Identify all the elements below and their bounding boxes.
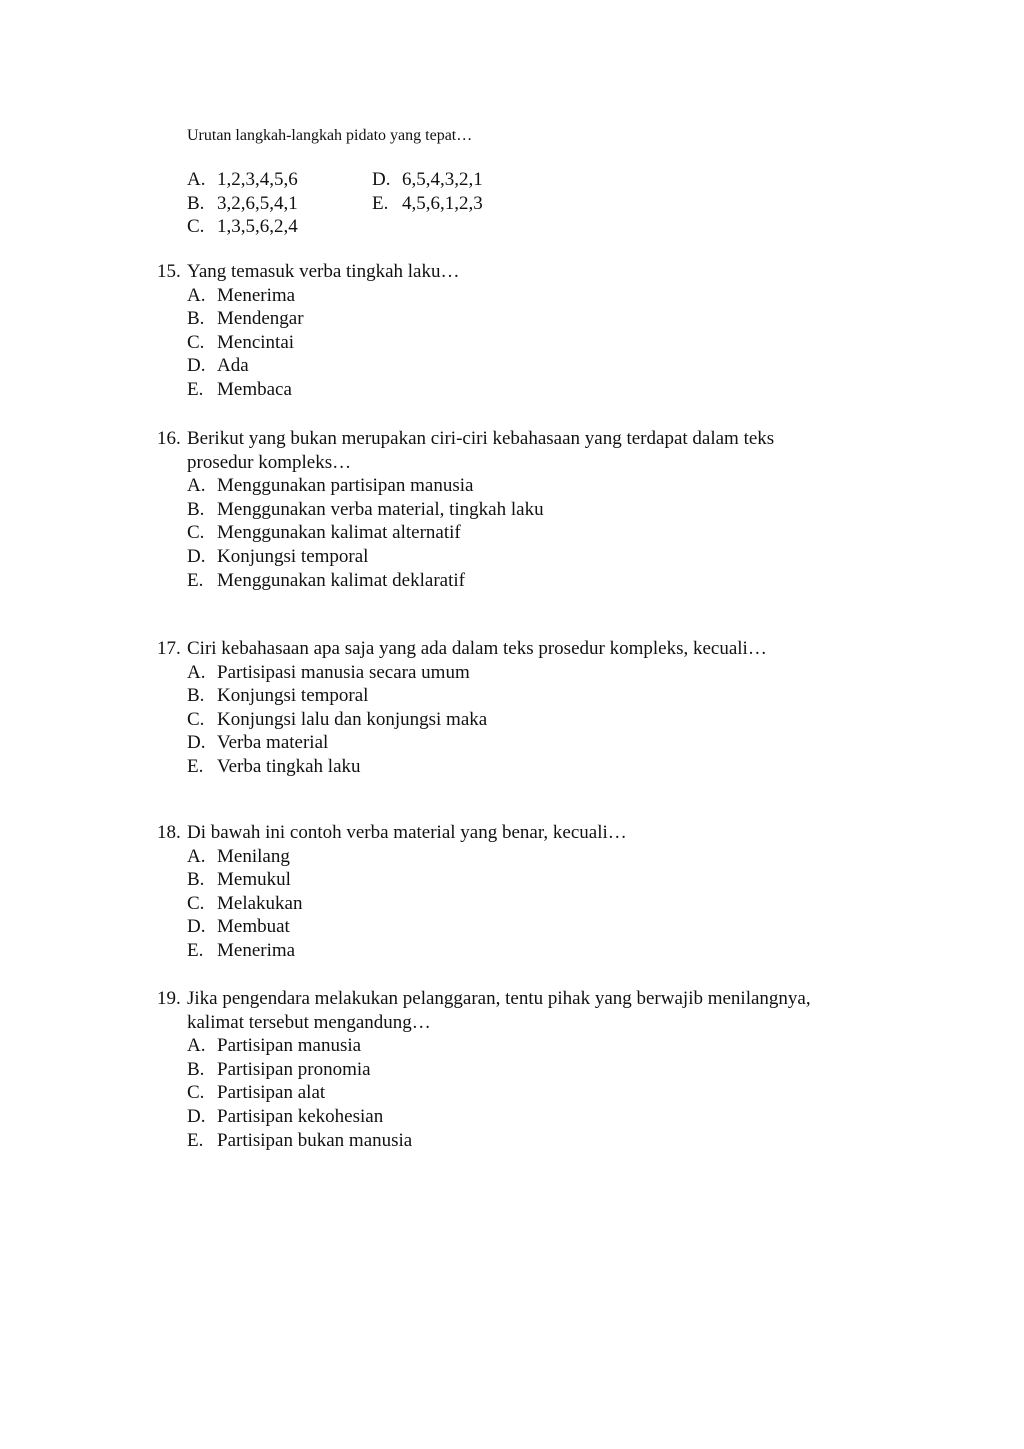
choice-letter: A. bbox=[187, 845, 206, 867]
choice-e bbox=[157, 1129, 877, 1153]
question-14-stem: Urutan langkah-langkah pidato yang tepat… bbox=[187, 127, 473, 144]
choice-letter: B. bbox=[187, 869, 205, 891]
option-d bbox=[372, 168, 557, 192]
choice-letter: A. bbox=[187, 475, 206, 497]
choice-d bbox=[157, 731, 877, 755]
question-16 bbox=[157, 427, 877, 592]
choice-letter: B. bbox=[187, 308, 205, 330]
question-number: 17. bbox=[157, 638, 181, 659]
option-text: 1,2,3,4,5,6 bbox=[217, 169, 298, 190]
choice-text: Ada bbox=[217, 355, 249, 377]
choice-text: Partisipan pronomia bbox=[217, 1058, 371, 1080]
option-letter: D. bbox=[372, 169, 391, 190]
question-stem bbox=[157, 821, 877, 845]
choice-letter: E. bbox=[187, 569, 204, 591]
choice-letter: D. bbox=[187, 1105, 206, 1127]
choice-a bbox=[157, 474, 877, 498]
choice-a bbox=[157, 1034, 877, 1058]
question-14-options bbox=[187, 168, 557, 239]
choice-e bbox=[157, 569, 877, 593]
choice-b bbox=[157, 684, 877, 708]
choice-text: Menilang bbox=[217, 845, 290, 867]
option-e bbox=[372, 192, 557, 216]
choice-text: Partisipan kekohesian bbox=[217, 1105, 384, 1127]
question-stem bbox=[157, 427, 877, 451]
choice-c bbox=[157, 1081, 877, 1105]
question-number: 18. bbox=[157, 822, 181, 843]
choice-c bbox=[157, 708, 877, 732]
choice-letter: D. bbox=[187, 355, 206, 377]
choice-letter: D. bbox=[187, 732, 206, 754]
choice-e bbox=[157, 939, 877, 963]
choice-letter: E. bbox=[187, 1129, 204, 1151]
choice-c bbox=[157, 331, 877, 355]
option-row bbox=[187, 168, 557, 192]
question-text-continued: prosedur kompleks… bbox=[187, 451, 352, 473]
option-letter: E. bbox=[372, 192, 389, 214]
question-number: 15. bbox=[157, 261, 181, 282]
choice-text: Mencintai bbox=[217, 331, 295, 353]
choice-e bbox=[157, 378, 877, 402]
choice-b bbox=[157, 307, 877, 331]
option-c bbox=[187, 215, 372, 239]
choice-a bbox=[157, 284, 877, 308]
choice-text: Melakukan bbox=[217, 892, 303, 914]
choice-text: Konjungsi lalu dan konjungsi maka bbox=[217, 708, 488, 730]
choice-letter: A. bbox=[187, 661, 206, 683]
question-text: Berikut yang bukan merupakan ciri-ciri kebahasaan yang terdapat dalam teks bbox=[187, 428, 775, 449]
choice-text: Mendengar bbox=[217, 308, 304, 330]
question-17 bbox=[157, 637, 877, 779]
choice-letter: C. bbox=[187, 892, 205, 914]
question-15 bbox=[157, 260, 877, 402]
choice-b bbox=[157, 1058, 877, 1082]
option-text: 6,5,4,3,2,1 bbox=[402, 169, 483, 190]
choice-a bbox=[157, 845, 877, 869]
choice-d bbox=[157, 354, 877, 378]
question-text: Yang temasuk verba tingkah laku… bbox=[187, 261, 460, 282]
choice-b bbox=[157, 498, 877, 522]
choice-letter: B. bbox=[187, 1058, 205, 1080]
choice-text: Menerima bbox=[217, 284, 296, 306]
choice-text: Memukul bbox=[217, 869, 291, 891]
choice-text: Partisipan manusia bbox=[217, 1035, 362, 1057]
question-number: 16. bbox=[157, 428, 181, 449]
choice-text: Verba tingkah laku bbox=[217, 755, 361, 777]
choice-letter: D. bbox=[187, 545, 206, 567]
question-stem bbox=[157, 987, 877, 1011]
option-b bbox=[187, 192, 372, 216]
choice-d bbox=[157, 1105, 877, 1129]
question-stem bbox=[157, 260, 877, 284]
choice-text: Menggunakan partisipan manusia bbox=[217, 475, 474, 497]
option-letter: C. bbox=[187, 216, 205, 238]
choice-letter: B. bbox=[187, 498, 205, 520]
choice-letter: A. bbox=[187, 1035, 206, 1057]
choice-text: Membuat bbox=[217, 916, 290, 938]
option-a bbox=[187, 168, 372, 192]
choice-text: Konjungsi temporal bbox=[217, 545, 369, 567]
question-text-continued: kalimat tersebut mengandung… bbox=[187, 1011, 431, 1033]
option-row bbox=[187, 192, 557, 216]
question-text: Ciri kebahasaan apa saja yang ada dalam teks prosedur kompleks, kecuali… bbox=[187, 638, 767, 659]
choice-letter: C. bbox=[187, 708, 205, 730]
choice-text: Partisipan bukan manusia bbox=[217, 1129, 413, 1151]
option-text: 4,5,6,1,2,3 bbox=[402, 192, 483, 214]
question-number: 19. bbox=[157, 988, 181, 1009]
choice-d bbox=[157, 915, 877, 939]
question-stem bbox=[157, 637, 877, 661]
choice-letter: E. bbox=[187, 939, 204, 961]
choice-text: Menggunakan kalimat deklaratif bbox=[217, 569, 465, 591]
choice-letter: B. bbox=[187, 685, 205, 707]
choice-letter: D. bbox=[187, 916, 206, 938]
choice-text: Partisipasi manusia secara umum bbox=[217, 661, 470, 683]
question-18 bbox=[157, 821, 877, 963]
choice-text: Membaca bbox=[217, 378, 292, 400]
option-letter: A. bbox=[187, 169, 206, 190]
choice-a bbox=[157, 661, 877, 685]
question-19 bbox=[157, 987, 877, 1152]
choice-letter: E. bbox=[187, 755, 204, 777]
choice-e bbox=[157, 755, 877, 779]
choice-letter: A. bbox=[187, 284, 206, 306]
choice-text: Menggunakan verba material, tingkah laku bbox=[217, 498, 544, 520]
choice-c bbox=[157, 892, 877, 916]
choice-text: Partisipan alat bbox=[217, 1082, 326, 1104]
choice-letter: C. bbox=[187, 331, 205, 353]
choice-text: Verba material bbox=[217, 732, 329, 754]
choice-text: Menerima bbox=[217, 939, 296, 961]
choice-letter: C. bbox=[187, 1082, 205, 1104]
choice-c bbox=[157, 521, 877, 545]
question-text: Jika pengendara melakukan pelanggaran, tentu pihak yang berwajib menilangnya, bbox=[187, 988, 811, 1009]
choice-d bbox=[157, 545, 877, 569]
option-text: 3,2,6,5,4,1 bbox=[217, 192, 298, 214]
choice-letter: C. bbox=[187, 522, 205, 544]
option-row bbox=[187, 215, 557, 239]
question-text: Di bawah ini contoh verba material yang benar, kecuali… bbox=[187, 822, 627, 843]
choice-text: Konjungsi temporal bbox=[217, 685, 369, 707]
choice-b bbox=[157, 868, 877, 892]
choice-letter: E. bbox=[187, 378, 204, 400]
choice-text: Menggunakan kalimat alternatif bbox=[217, 522, 461, 544]
option-text: 1,3,5,6,2,4 bbox=[217, 216, 298, 238]
option-letter: B. bbox=[187, 192, 205, 214]
